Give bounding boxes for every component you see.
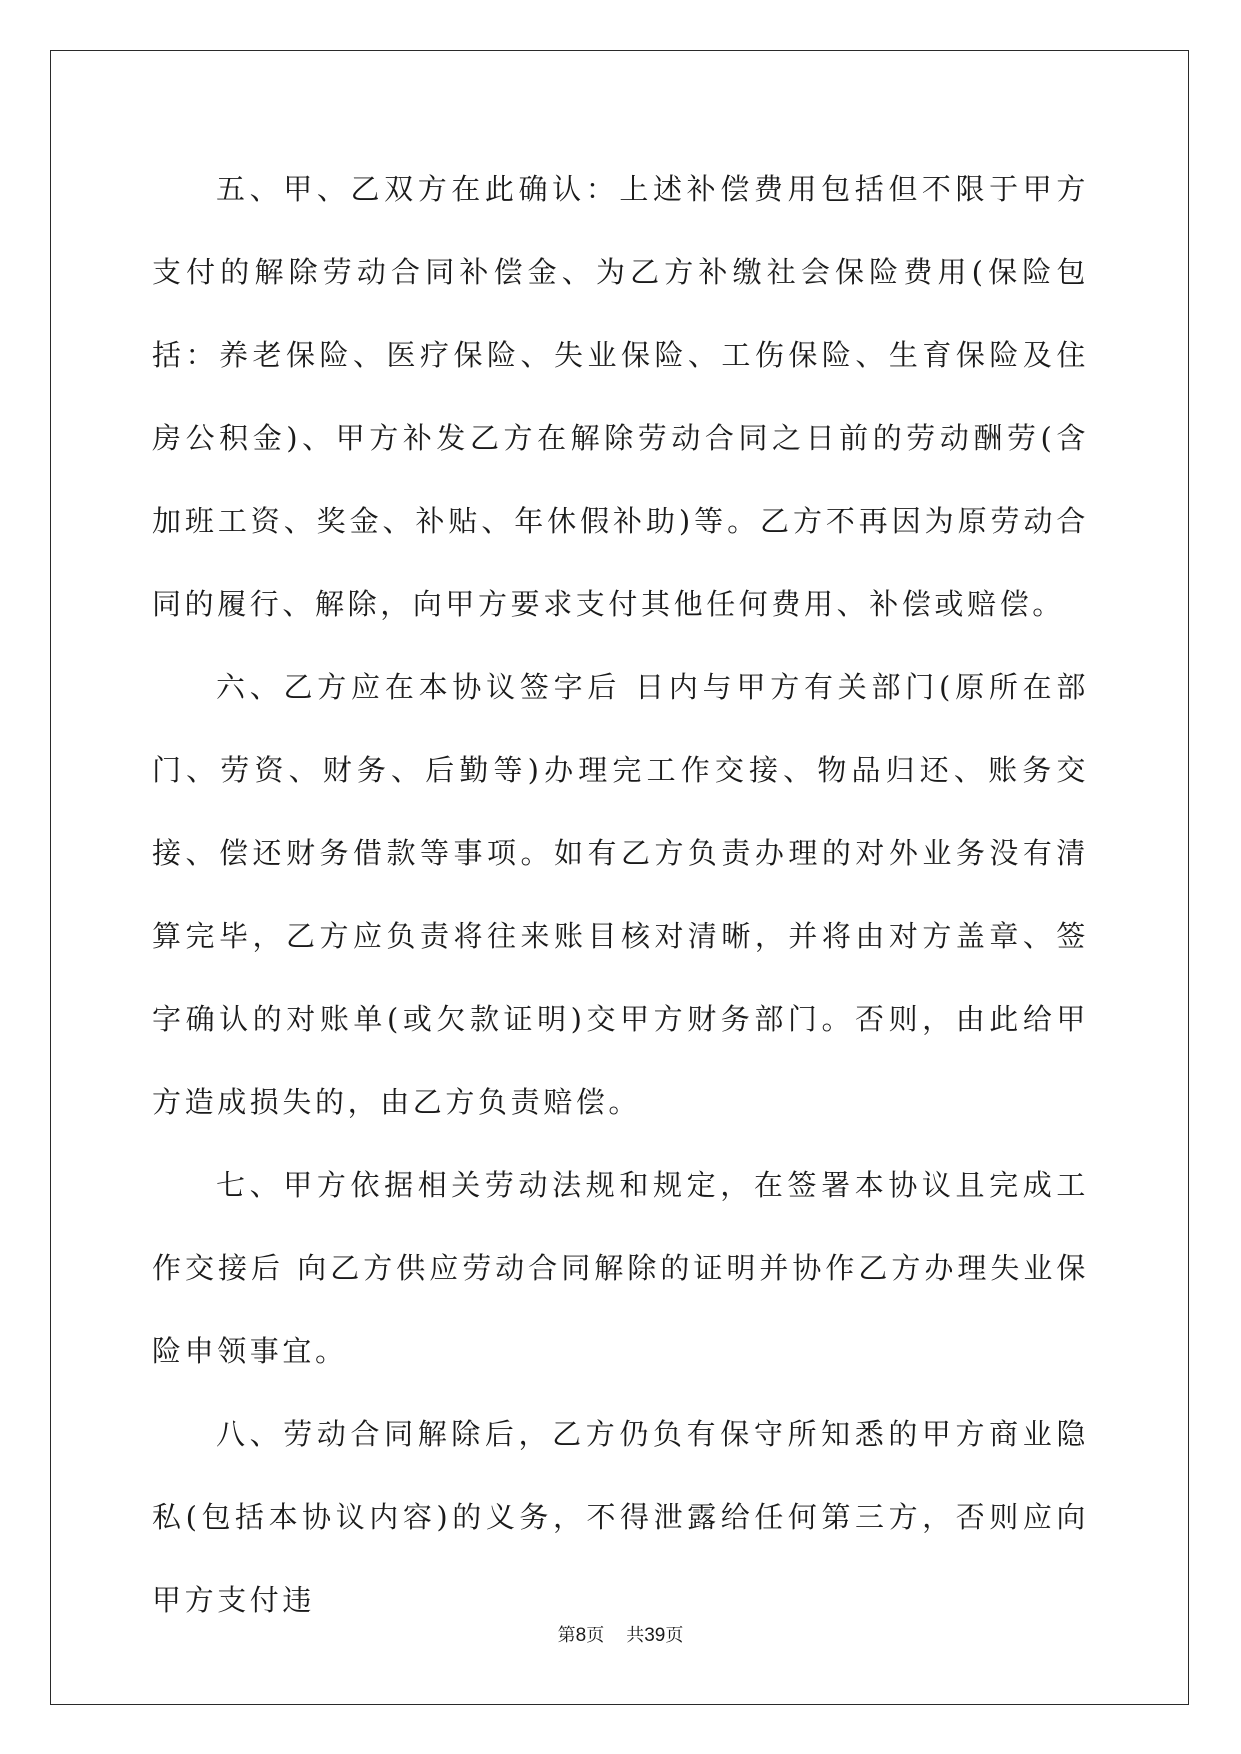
paragraph-clause-5: 五、甲、乙双方在此确认：上述补偿费用包括但不限于甲方支付的解除劳动合同补偿金、为乙方补缴社会保险费用(保险包括：养老保险、医疗保险、失业保险、工伤保险、生育保险及住房公积金)、甲方补发乙方在解除劳动合同之日前的劳动酬劳(含加班工资、奖金、补贴、年休假补助)等。乙方不再因为原劳动合同的履行、解除，向甲方要求支付其他任何费用、补偿或赔偿。 <box>152 172 1089 621</box>
page-prefix: 第 <box>557 1625 576 1646</box>
document-body <box>152 148 1089 1642</box>
total-prefix: 共 <box>626 1625 645 1646</box>
total-suffix: 页 <box>665 1625 684 1646</box>
paragraph-clause-8: 八、劳动合同解除后，乙方仍负有保守所知悉的甲方商业隐私(包括本协议内容)的义务，不得泄露给任何第三方，否则应向甲方支付违 <box>152 1417 1089 1617</box>
paragraph-clause-7: 七、甲方依据相关劳动法规和规定，在签署本协议且完成工作交接后 向乙方供应劳动合同解除的证明并协作乙方办理失业保险申领事宜。 <box>152 1168 1089 1368</box>
paragraph-clause-6: 六、乙方应在本协议签字后 日内与甲方有关部门(原所在部门、劳资、财务、后勤等)办理完工作交接、物品归还、账务交接、偿还财务借款等事项。如有乙方负责办理的对外业务没有清算完毕，乙方应负责将往来账目核对清晰，并将由对方盖章、签字确认的对账单(或欠款证明)交甲方财务部门。否则，由此给甲方造成损失的，由乙方负责赔偿。 <box>152 670 1089 1119</box>
page-total-number: 39 <box>644 1625 666 1646</box>
page-footer <box>0 1624 1241 1648</box>
page-suffix: 页 <box>586 1625 605 1646</box>
page-current-number: 8 <box>575 1625 587 1646</box>
